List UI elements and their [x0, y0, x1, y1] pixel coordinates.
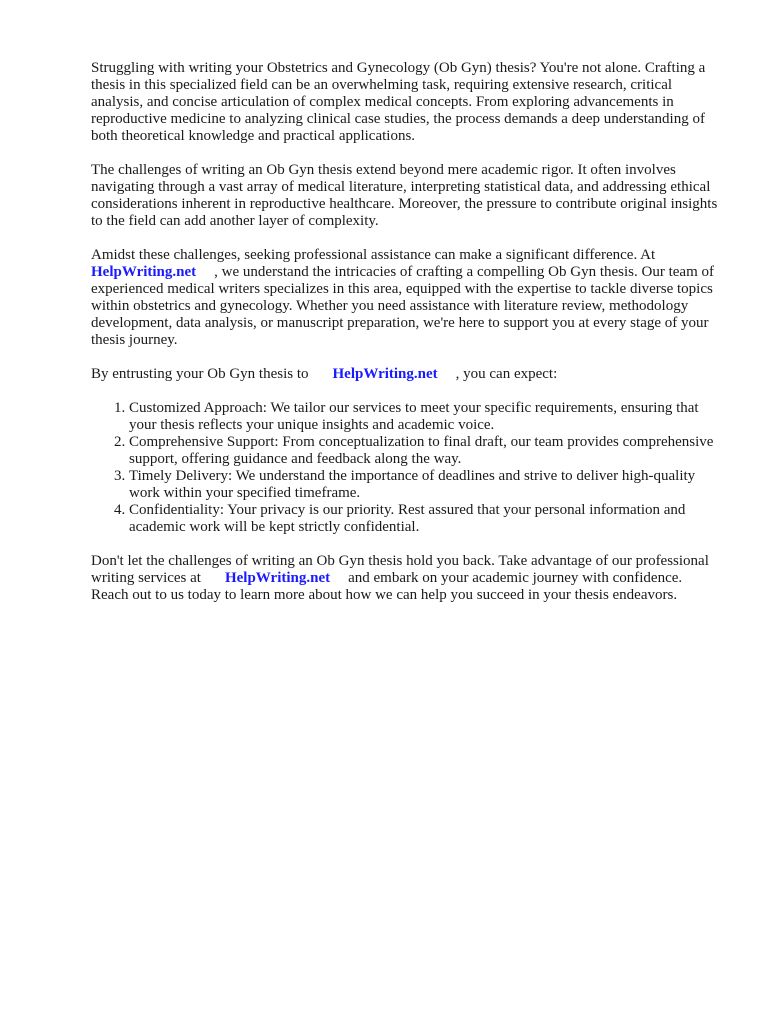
list-item: 3. Timely Delivery: We understand the importance of deadlines and strive to deliver high-quality work within your specified timeframe. — [129, 468, 721, 502]
assistance-paragraph — [91, 247, 721, 349]
assistance-text-before: Amidst these challenges, seeking professional assistance can make a significant difference. At — [91, 247, 656, 263]
assistance-text-after: , we understand the intricacies of crafting a compelling Ob Gyn thesis. Our team of experienced medical writers specializes in this area, equipped with the expertise to tackle diverse topics within obstetrics and gynecology. Whether you need assistance with literature review, methodology development, data analysis, or manuscript preparation, we're here to support you at every stage of your thesis journey. — [91, 264, 714, 348]
challenges-paragraph: The challenges of writing an Ob Gyn thesis extend beyond mere academic rigor. It often involves navigating through a vast array of medical literature, interpreting statistical data, and addressing ethical considerations inherent in reproductive healthcare. Moreover, the pressure to contribute original insights to the field can add another layer of complexity. — [91, 162, 718, 229]
list-item: 4. Confidentiality: Your privacy is our priority. Rest assured that your personal information and academic work will be kept strictly confidential. — [129, 502, 721, 536]
closing-text-after: and embark on your academic journey with confidence. Reach out to us today to learn more about how we can help you succeed in your thesis endeavors. — [91, 570, 683, 603]
benefits-list — [91, 400, 721, 536]
list-item: 1. Customized Approach: We tailor our services to meet your specific requirements, ensuring that your thesis reflects your unique insights and academic voice. — [129, 400, 721, 434]
expectations-text-before: By entrusting your Ob Gyn thesis to — [91, 366, 309, 382]
closing-text-before: Don't let the challenges of writing an Ob Gyn thesis hold you back. Take advantage of our professional writing services at — [91, 553, 709, 586]
list-item: 2. Comprehensive Support: From conceptualization to final draft, our team provides comprehensive support, offering guidance and feedback along the way. — [129, 434, 721, 468]
helpwriting-link-2[interactable]: HelpWriting.net — [332, 366, 438, 382]
expectations-text-after: , you can expect: — [455, 366, 558, 382]
helpwriting-link-1[interactable]: HelpWriting.net — [91, 264, 197, 280]
document-page — [91, 60, 721, 621]
expectations-paragraph — [91, 366, 721, 383]
closing-paragraph — [91, 553, 721, 604]
helpwriting-link-3[interactable]: HelpWriting.net — [224, 570, 331, 586]
intro-paragraph: Struggling with writing your Obstetrics and Gynecology (Ob Gyn) thesis? You're not alone. Crafting a thesis in this specialized field can be an overwhelming task, requiring extensive research, critical analysis, and concise articulation of complex medical concepts. From exploring advancements in reproductive medicine to analyzing clinical case studies, the process demands a deep understanding of both theoretical knowledge and practical applications. — [91, 60, 706, 144]
